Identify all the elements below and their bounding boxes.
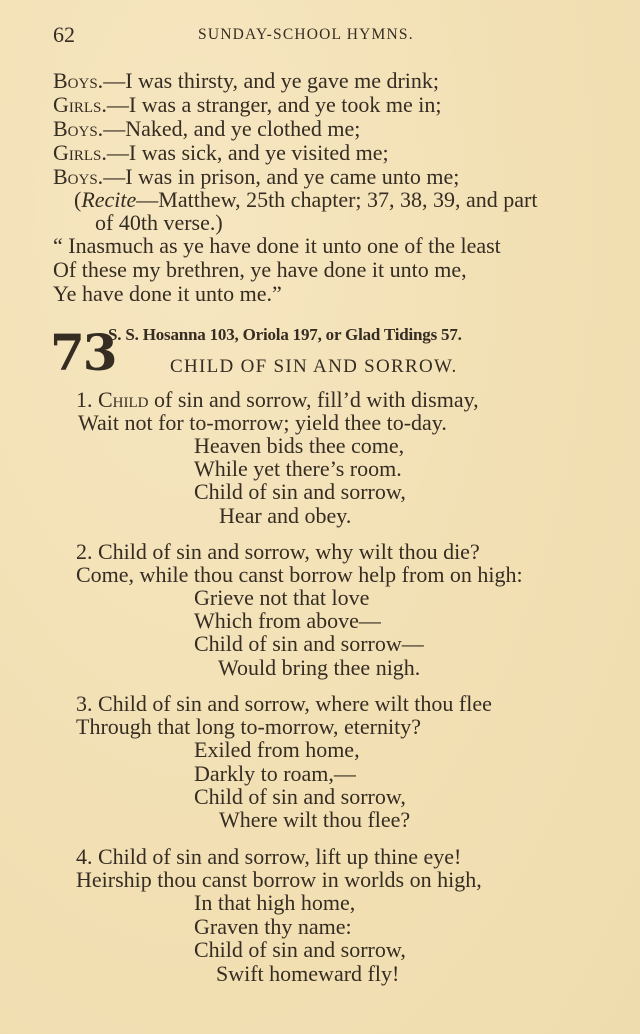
recite-label: Recite — [81, 187, 137, 212]
verse-first-word: Child — [98, 539, 147, 564]
verse-line: Grieve not that love — [194, 585, 370, 610]
reading-line — [53, 93, 441, 117]
reading-text: —Naked, and ye clothed me; — [103, 116, 361, 141]
reading-line — [53, 141, 389, 165]
verse-first-word: Child — [98, 387, 149, 412]
recite-open-paren: ( — [74, 187, 82, 212]
verse-line: Child of sin and sorrow, — [194, 784, 406, 809]
verse-line: Child of sin and sorrow, — [194, 937, 406, 962]
speaker-label: Boys. — [53, 68, 104, 93]
verse-number: 2. — [76, 539, 93, 564]
verse-line: Come, while thou canst borrow help from on high: — [76, 562, 523, 587]
speaker-label: Boys. — [53, 116, 104, 141]
recite-text: —Matthew, 25th chapter; 37, 38, 39, and part — [136, 187, 538, 212]
verse-line: Child of sin and sorrow— — [194, 631, 424, 656]
recite-note — [74, 188, 538, 212]
verse-first-line — [76, 388, 479, 412]
verse-number: 3. — [76, 691, 93, 716]
reading-text: —I was in prison, and ye came unto me; — [103, 164, 460, 189]
verse-line: Hear and obey. — [219, 503, 352, 528]
verse-line: In that high home, — [194, 890, 356, 915]
running-head-title: SUNDAY-SCHOOL HYMNS. — [198, 26, 414, 43]
hymn-number: 73 — [50, 323, 116, 382]
verse-first-line — [76, 845, 461, 869]
speaker-label: Boys. — [53, 164, 104, 189]
verse-line: Child of sin and sorrow, — [194, 479, 406, 504]
reading-text: —I was sick, and ye visited me; — [106, 140, 389, 165]
verse-line: Graven thy name: — [194, 914, 352, 939]
verse-first-line — [76, 540, 480, 564]
verse-line: Wait not for to-morrow; yield thee to-day. — [78, 410, 447, 435]
verse-line: Exiled from home, — [194, 737, 360, 762]
verse-line: Heirship thou canst borrow in worlds on high, — [76, 867, 482, 892]
verse-first-line-text: of sin and sorrow, lift up thine eye! — [146, 844, 462, 869]
verse-first-line-text: of sin and sorrow, where wilt thou flee — [146, 691, 492, 716]
reading-text: —I was a stranger, and ye took me in; — [106, 92, 442, 117]
verse-number: 4. — [76, 844, 93, 869]
quotation-line: “ Inasmuch as ye have done it unto one of the least — [53, 233, 501, 258]
verse-line: Where wilt thou flee? — [219, 807, 411, 832]
verse-line: Through that long to-morrow, eternity? — [76, 714, 421, 739]
hymn-title: CHILD OF SIN AND SORROW. — [170, 356, 458, 377]
verse-line: Darkly to roam,— — [194, 761, 356, 786]
tune-references: S. S. Hosanna 103, Oriola 197, or Glad Tidings 57. — [108, 325, 462, 344]
verse-first-word: Child — [98, 691, 147, 716]
quotation-line: Of these my brethren, ye have done it unto me, — [53, 257, 467, 282]
reading-line — [53, 117, 360, 141]
verse-line: Would bring thee nigh. — [218, 655, 421, 680]
reading-line — [53, 165, 459, 189]
page-number: 62 — [53, 22, 75, 47]
reading-text: —I was thirsty, and ye gave me drink; — [103, 68, 440, 93]
verse-line: Heaven bids thee come, — [194, 433, 405, 458]
verse-first-line-text: of sin and sorrow, fill’d with dismay, — [148, 387, 479, 412]
recite-note-continuation: of 40th verse.) — [95, 210, 223, 235]
speaker-label: Girls. — [53, 92, 107, 117]
running-head — [53, 22, 613, 48]
reading-line — [53, 69, 439, 93]
verse-first-line-text: of sin and sorrow, why wilt thou die? — [146, 539, 480, 564]
quotation-line: Ye have done it unto me.” — [53, 281, 282, 306]
verse-line: Swift homeward fly! — [216, 961, 400, 986]
verse-first-line — [76, 692, 492, 716]
verse-first-word: Child — [98, 844, 147, 869]
verse-line: While yet there’s room. — [194, 456, 402, 481]
verse-number: 1. — [76, 387, 93, 412]
verse-line: Which from above— — [194, 608, 381, 633]
speaker-label: Girls. — [53, 140, 107, 165]
